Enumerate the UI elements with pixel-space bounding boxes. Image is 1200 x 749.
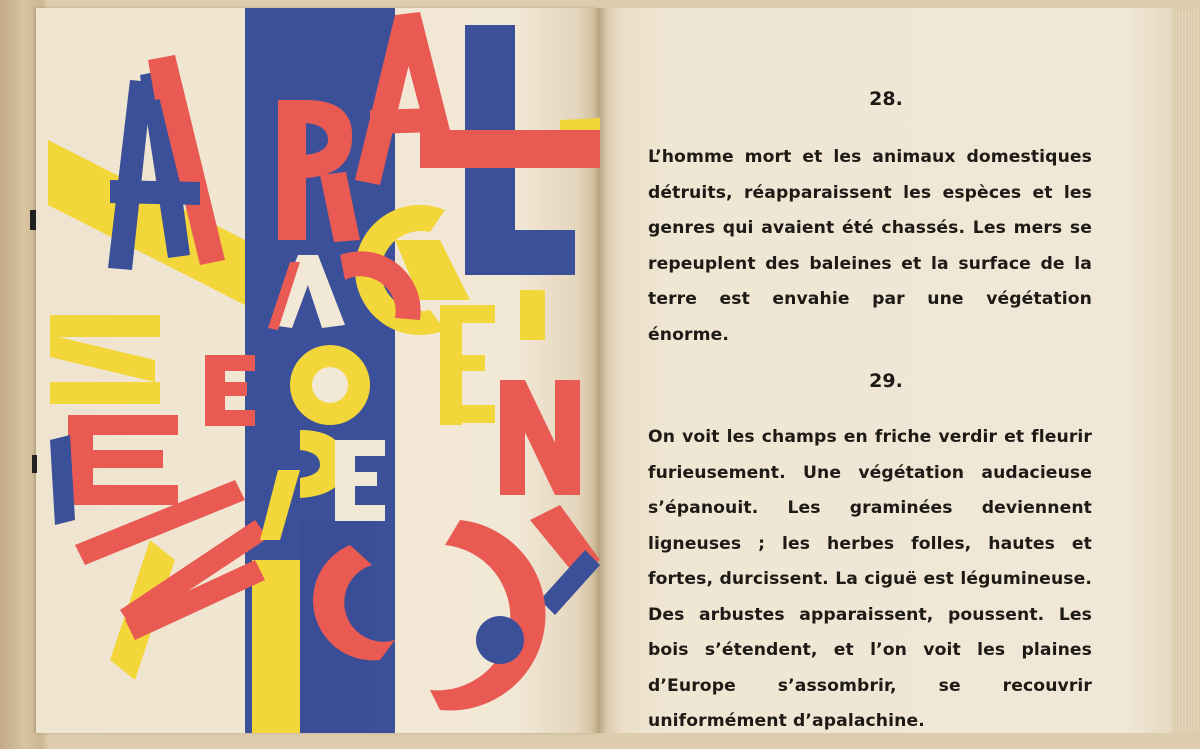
- letter-n: [500, 380, 580, 495]
- section-text-28: L’homme mort et les animaux domestiques détruits, réapparaissent les espèces et les genres qui avaient été chassés. Les mers se repeuplent des baleines et la surface de la terre est envahie par une végétation énorme.: [648, 147, 1092, 345]
- blue-dot: [476, 616, 524, 664]
- letter-m: [50, 315, 160, 404]
- section-text-29: On voit les champs en friche verdir et fleurir furieusement. Une végétation audacieuse s’épanouit. Les graminées deviennent ligneuses ; les herbes folles, hautes et fortes, durcissent. La ciguë est légumineuse. Des arbustes apparaissent, poussent. Les bois s’étendent, et l’on voit les plaines d’Europe s’assombrir, se recouvrir uniformément d’apalachine.: [648, 427, 1092, 731]
- section-number-28: 28.: [869, 88, 903, 110]
- edge-mark: [30, 210, 36, 230]
- letter-c-bottom: [430, 520, 545, 711]
- letter-e-left: [68, 415, 178, 505]
- edge-mark: [32, 455, 37, 473]
- page-edges: [1172, 10, 1200, 732]
- letter-e-right: [440, 305, 495, 425]
- red-bar: [420, 130, 600, 168]
- section-number-29: 29.: [869, 370, 903, 392]
